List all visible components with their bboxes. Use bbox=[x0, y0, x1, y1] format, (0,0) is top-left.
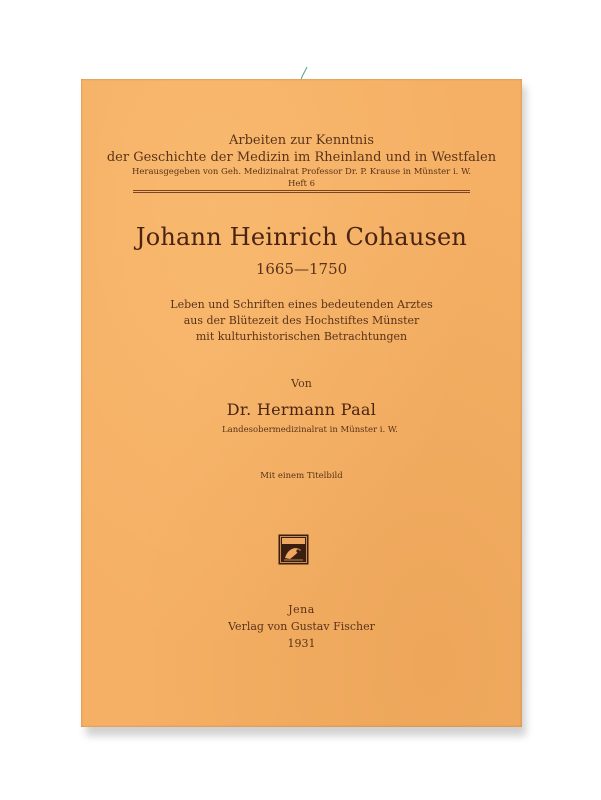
subtitle-line-3: mit kulturhistorischen Betrachtungen bbox=[195, 330, 408, 343]
series-title-line-2: der Geschichte der Medizin im Rheinland und in Westfalen bbox=[106, 150, 497, 165]
subtitle-line-2: aus der Blütezeit des Hochstiftes Münster bbox=[183, 314, 420, 327]
series-issue: Heft 6 bbox=[287, 179, 316, 189]
double-rule-top bbox=[133, 190, 470, 191]
series-title-line-1: Arbeiten zur Kenntnis bbox=[229, 133, 374, 148]
green-thread bbox=[298, 66, 310, 80]
publication-place: Jena bbox=[288, 603, 315, 616]
subtitle-line-1: Leben und Schriften eines bedeutenden Arztes bbox=[170, 298, 433, 311]
author-name: Dr. Hermann Paal bbox=[226, 400, 377, 419]
life-years: 1665—1750 bbox=[255, 260, 348, 278]
double-rule-bottom bbox=[133, 192, 470, 193]
book-title: Johann Heinrich Cohausen bbox=[135, 223, 468, 251]
publisher-logo-icon bbox=[278, 534, 309, 565]
publication-year: 1931 bbox=[287, 637, 316, 650]
author-title: Landesobermedizinalrat in Münster i. W. bbox=[222, 425, 398, 435]
book-cover bbox=[81, 79, 522, 727]
by-label: Von bbox=[291, 377, 312, 390]
series-editor-line: Herausgegeben von Geh. Medizinalrat Professor Dr. P. Krause in Münster i. W. bbox=[131, 167, 472, 177]
publisher-name: Verlag von Gustav Fischer bbox=[228, 620, 375, 633]
frontispiece-note: Mit einem Titelbild bbox=[260, 471, 343, 481]
